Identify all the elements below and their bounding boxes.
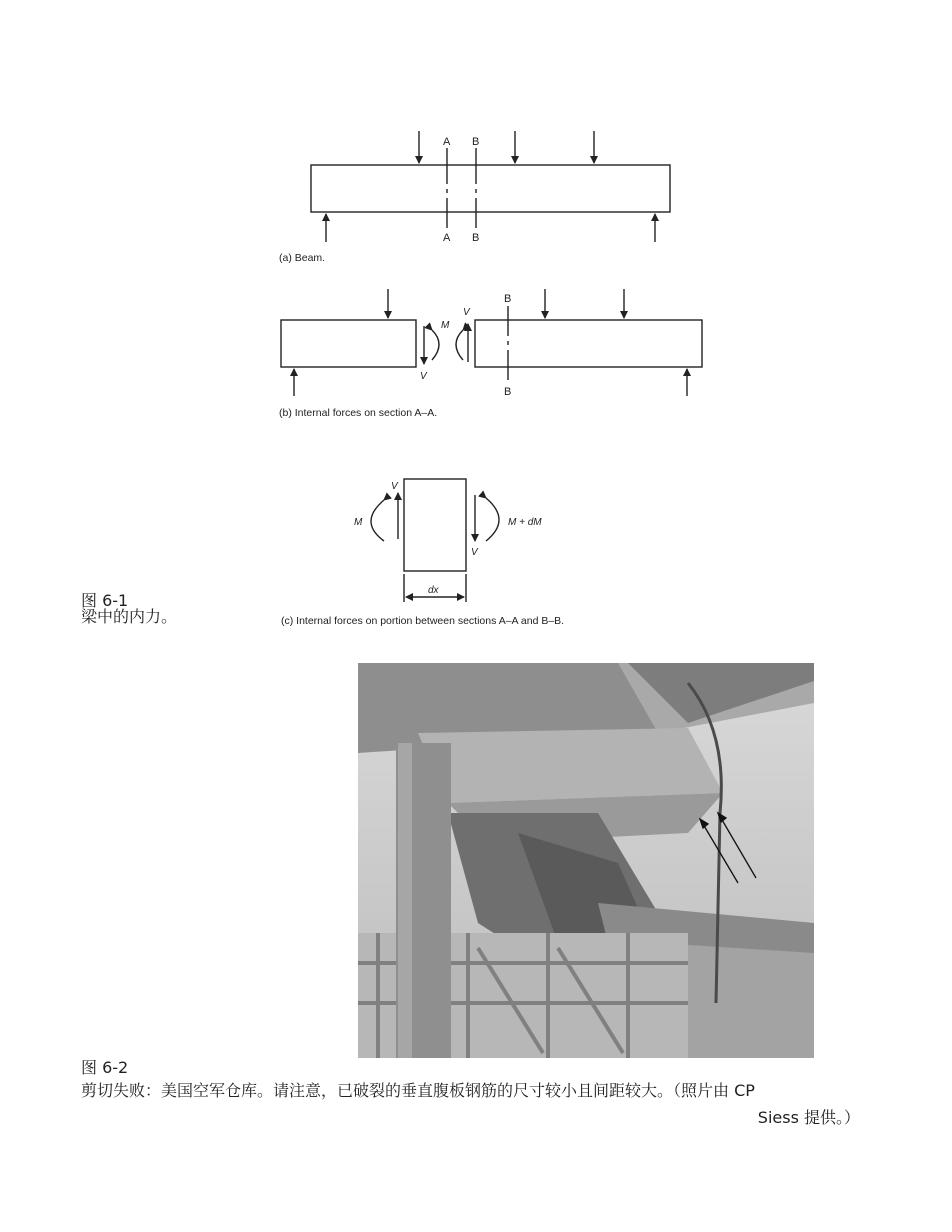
moment-arc-right-c: [486, 498, 499, 541]
section-a-top-label: A: [443, 136, 451, 148]
panel-b-caption: (b) Internal forces on section A–A.: [279, 407, 438, 419]
moment-arc-right: [456, 330, 463, 360]
section-b-top-label-b: B: [504, 293, 512, 305]
figure-6-1-caption: 梁中的内力。: [81, 607, 178, 626]
section-b-bottom-label: B: [472, 232, 480, 244]
dx-label: dx: [428, 585, 439, 596]
shear-failure-photo: [358, 663, 814, 1058]
element-rect: [404, 479, 466, 571]
moment-label-left-c: M: [354, 517, 363, 528]
panel-c-caption: (c) Internal forces on portion between sections A–A and B–B.: [281, 615, 565, 627]
moment-arc-left-c: [371, 500, 384, 541]
shear-label-right-c: V: [471, 547, 478, 558]
moment-label: M: [441, 320, 450, 331]
left-free-body: [281, 320, 416, 367]
panel-c-element: [371, 479, 499, 602]
panel-b-free-bodies: [281, 289, 702, 396]
section-b-top-label: B: [472, 136, 480, 148]
moment-arc-left: [432, 330, 439, 360]
figure-6-1-label: 图 6-1: [81, 591, 129, 610]
beam-rect: [311, 165, 670, 212]
section-a-bottom-label: A: [443, 232, 451, 244]
moment-label-right-c: M + dM: [508, 517, 542, 528]
right-free-body: [475, 320, 702, 367]
shear-label-top: V: [463, 307, 470, 318]
panel-a-caption: (a) Beam.: [279, 252, 326, 264]
shear-label-bottom: V: [420, 371, 427, 382]
figure-6-2-caption-line2: Siess 提供。）: [757, 1108, 860, 1127]
figure-6-2-caption-line1: 剪切失败：美国空军仓库。请注意，已破裂的垂直腹板钢筋的尺寸较小且间距较大。（照片由 CP: [81, 1081, 755, 1100]
shear-label-left-c: V: [391, 481, 398, 492]
figure-6-2-label: 图 6-2: [81, 1058, 129, 1077]
section-b-bottom-label-b: B: [504, 386, 512, 398]
panel-a-beam: [311, 131, 670, 242]
